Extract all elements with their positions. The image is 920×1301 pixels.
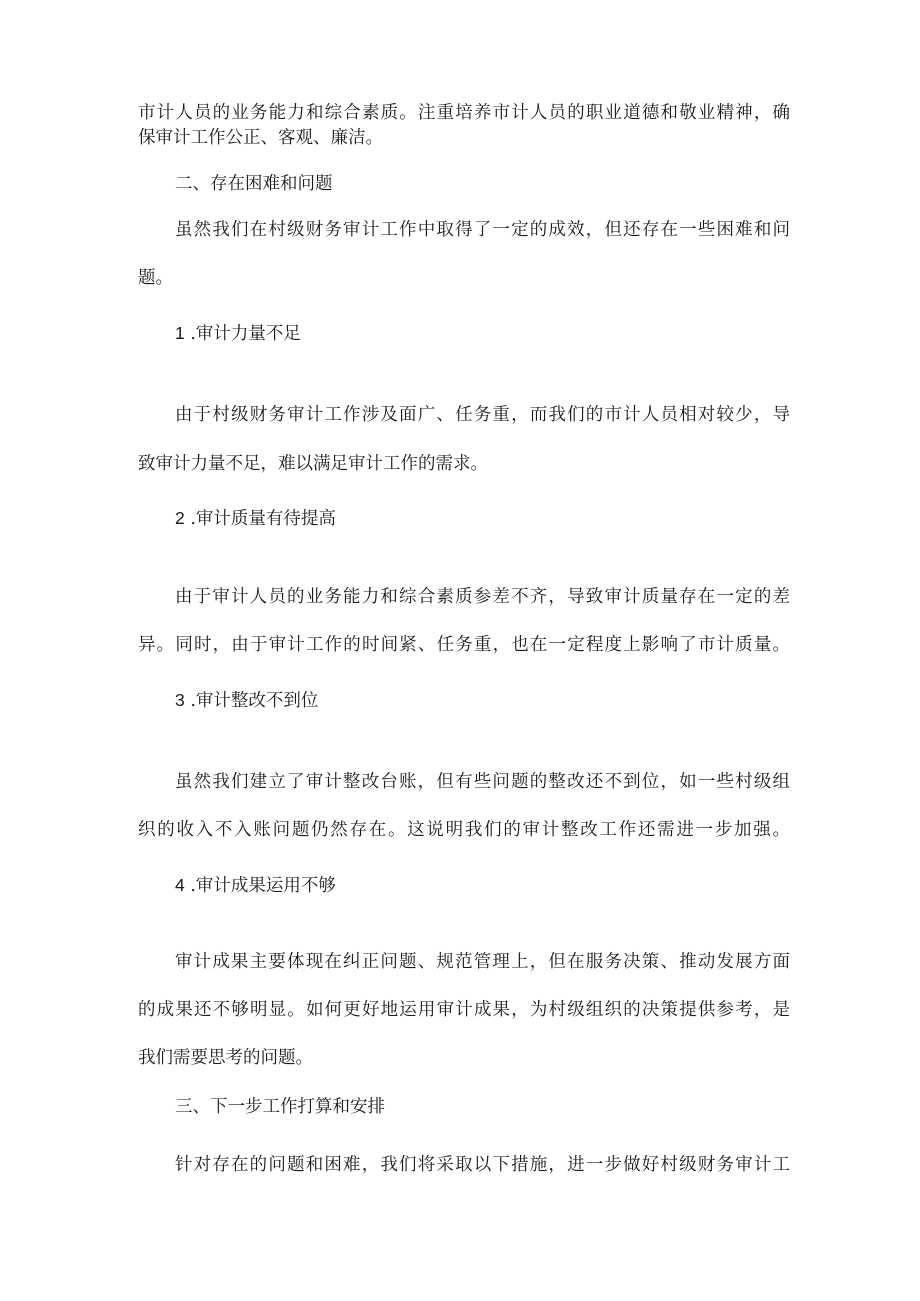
paragraph-line: 保审计工作公正、客观、廉洁。	[138, 128, 383, 148]
paragraph-line: 虽然我们建立了审计整改台账，但有些问题的整改还不到位，如一些村级组	[175, 772, 790, 792]
list-item-title: .审计力量不足	[190, 324, 301, 344]
list-item-heading	[175, 322, 790, 345]
list-item-title: .审计质量有待提高	[190, 509, 336, 529]
list-item-number: 4	[175, 875, 185, 895]
list-item-heading	[175, 874, 790, 897]
list-item-heading	[175, 507, 790, 530]
paragraph-line: 审计成果主要体现在纠正问题、规范管理上，但在服务决策、推动发展方面	[175, 952, 790, 972]
paragraph-line: 的成果还不够明显。如何更好地运用审计成果，为村级组织的决策提供参考，是	[138, 1000, 790, 1020]
list-item-heading	[175, 689, 790, 712]
paragraph-line: 由于审计人员的业务能力和综合素质参差不齐，导致审计质量存在一定的差	[175, 587, 790, 607]
paragraph-line: 我们需要思考的问题。	[138, 1048, 313, 1068]
paragraph-line: 异。同时，由于审计工作的时间紧、任务重，也在一定程度上影响了市计质量。	[138, 635, 790, 655]
paragraph-line: 题。	[138, 268, 173, 288]
paragraph-line: 虽然我们在村级财务审计工作中取得了一定的成效，但还存在一些困难和问	[175, 220, 790, 240]
paragraph-line: 由于村级财务审计工作涉及面广、任务重，而我们的市计人员相对较少，导	[175, 405, 790, 425]
section-heading: 三、下一步工作打算和安排	[175, 1097, 385, 1117]
list-item-number: 1	[175, 323, 185, 343]
paragraph-line: 织的收入不入账问题仍然存在。这说明我们的审计整改工作还需进一步加强。	[138, 820, 790, 840]
section-heading: 二、存在困难和问题	[175, 174, 333, 194]
list-item-number: 3	[175, 690, 185, 710]
list-item-title: .审计成果运用不够	[190, 876, 336, 896]
paragraph-line: 致审计力量不足，难以满足审计工作的需求。	[138, 454, 488, 474]
paragraph-line: 针对存在的问题和困难，我们将采取以下措施，进一步做好村级财务审计工	[175, 1155, 790, 1175]
list-item-title: .审计整改不到位	[190, 691, 319, 711]
paragraph-line: 市计人员的业务能力和综合素质。注重培养市计人员的职业道德和敬业精神，确	[138, 103, 790, 123]
list-item-number: 2	[175, 508, 185, 528]
